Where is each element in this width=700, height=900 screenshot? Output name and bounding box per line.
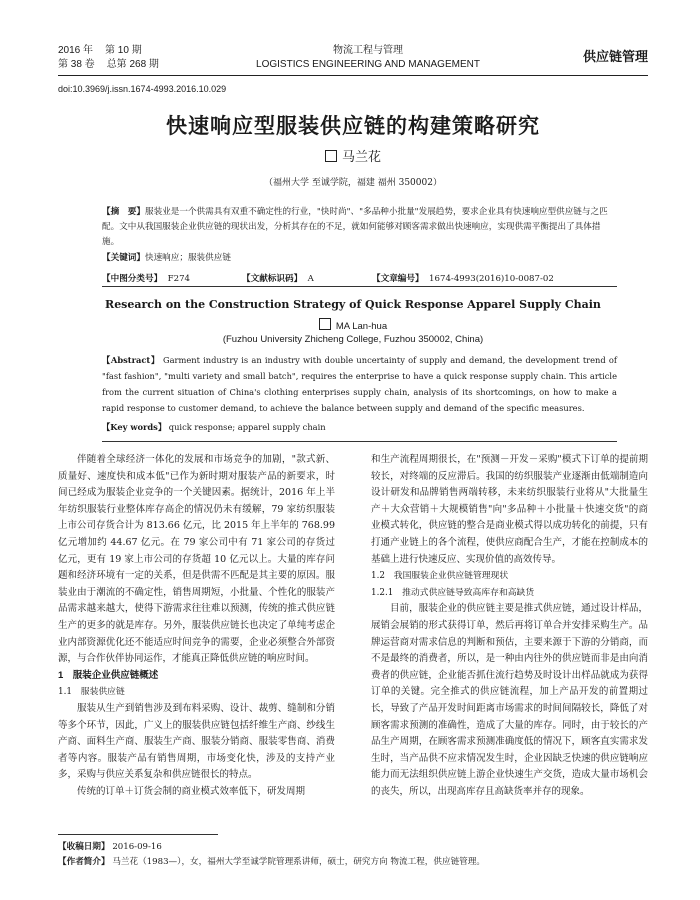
paragraph-traditional-model: 传统的订单＋订货会制的商业模式效率低下，研发周期 — [77, 785, 306, 797]
footnote-rule — [58, 834, 218, 835]
author-name: 马兰花 — [341, 150, 381, 165]
clc-label: 【中图分类号】 — [102, 274, 163, 284]
section-name: 供应链管理 — [582, 49, 648, 64]
section-heading-1: 1 服装企业供应链概述 — [58, 669, 159, 681]
author-bio-label: 【作者简介】 — [58, 857, 110, 867]
keywords-cn-label: 【关键词】 — [102, 253, 145, 263]
abstract-cn-label: 【摘 要】 — [102, 207, 145, 217]
header-rule — [58, 75, 648, 76]
doc-code-value: A — [307, 274, 314, 284]
received-date — [58, 840, 658, 852]
keywords-cn-text: 快速响应；服装供应链 — [144, 253, 231, 263]
subsection-heading-1-2: 1.2 我国服装企业供应链管理现状 — [371, 571, 509, 582]
affiliation: （福州大学 至诚学院，福建 福州 350002） — [264, 178, 442, 188]
intro-paragraph: 伴随着全球经济一体化的发展和市场竞争的加剧，"款式新、质量好、速度快和成本低"已作为新时期对服装产品的新要求，时间已经成为服装企业竞争的一个关键因素。据统计，2016 年上半年纺织服装行业整体库存高企的情况仍未有缓解，79 家纺织服装上市公司存货合计为 813.66 亿元，比 2015 年上半年的 768.99 亿元增加约 44.67 亿元。在 79 家公司中有 71 家公司的存货过亿元，更有 19 家上市公司的存货超 10 亿元以上。大量的库存问题和经济环境有一定的关系，但是供需不匹配是其主要的原因。服装业由于潮流的不确定性，销售周期短，小批量、个性化的服装产品需求越来越大，使得下游需求往往难以预测，传统的推式供应链生产的更多的就是库存。另外，服装供应链长也决定了单纯考虑企业内部资源优化还不能适应时间竞争的需要，企业必须整合外部资源，与合作伙伴协同运作，才能真正降低供应链的响应时间。 — [58, 454, 335, 665]
paragraph-supply-chain: 服装从生产到销售涉及到布料采购、设计、裁剪、缝制和分销等多个环节，因此，广义上的服装供应链包括纤维生产商、纱线生产商、面料生产商、服装生产商、服装分销商、服装零售商、消费者等内容。服装产品有销售周期，市场变化快，涉及的支持产业多，采购与供应关系复杂和供应链很长的特点。 — [58, 702, 335, 781]
abstract-rule — [102, 441, 617, 442]
subsection-heading-1-2-1: 1.2.1 推动式供应链导致高库存和高缺货 — [371, 587, 535, 598]
issue: 第 10 期 — [105, 45, 142, 56]
received-value: 2016-09-16 — [112, 842, 162, 852]
clc-value: F274 — [167, 274, 191, 284]
volume: 第 38 卷 — [58, 59, 95, 70]
abstract-en-text: Garment industry is an industry with double uncertainty of supply and demand, the development trend of "fast fashion", "multi variety and small batch", requires the enterprise to have a quick response supply chain. This article from the current situation of China's clothing enterprises supply chain, analysis of its shortcomings, on how to make a rapid response to customer demand, to achieve the balance between supply and demand of the specific measures. — [102, 355, 617, 413]
running-header — [58, 40, 648, 74]
keywords-en-text: quick response; apparel supply chain — [168, 422, 326, 432]
author-line — [58, 146, 648, 165]
keywords-cn — [102, 251, 617, 266]
doc-code — [242, 272, 314, 284]
abstract-en-label: 【Abstract】 — [102, 355, 160, 365]
journal-name-en: LOGISTICS ENGINEERING AND MANAGEMENT — [256, 59, 480, 70]
subsection-heading-1-1: 1.1 服装供应链 — [58, 687, 125, 698]
total-issue: 总第 268 期 — [106, 59, 159, 70]
paragraph-continued: 和生产流程周期很长，在"预测－开发－采购"模式下订单的提前期较长，对终端的反应滞后。我国的纺织服装产业逐渐由低端制造向设计研发和品牌销售两端转移，未来纺织服装行业将从"大批量生产＋大众营销＋大规模销售"向"多品种＋小批量＋快速交货"的商业模式转化，供应链的整合是商业模式得以成功转化的前提，只有打通产业链上的各个流程，使供应商配合生产，才能在控制成本的基础上进行快速反应、实现价值的高效传导。 — [371, 454, 648, 565]
issue-info — [58, 44, 171, 72]
clc — [102, 272, 190, 284]
abstract-cn-text: 服装业是一个供需具有双重不确定性的行业，"快时尚"、"多品种小批量"发展趋势，要求企业具有快速响应型供应链与之匹配。文中从我国服装企业供应链的现状出发，分析其存在的不足，就如何能够对顾客需求做出快速响应，实现供需平衡提出了具体措施。 — [102, 207, 608, 247]
received-label: 【收稿日期】 — [58, 842, 110, 852]
article-number — [372, 272, 554, 284]
keywords-en-label: 【Key words】 — [102, 422, 167, 432]
author-bio-text: 马兰花（1983—），女，福州大学至诚学院管理系讲师，硕士，研究方向 物流工程，供应链管理。 — [112, 857, 485, 867]
english-author-box-icon — [319, 318, 331, 330]
journal-name — [253, 44, 483, 72]
english-author: MA Lan-hua — [335, 321, 388, 332]
article-number-value: 1674-4993(2016)10-0087-02 — [429, 274, 554, 284]
abstract-en — [102, 352, 617, 416]
body-column-left — [58, 452, 335, 800]
article-number-label: 【文章编号】 — [372, 274, 424, 284]
doi: doi:10.3969/j.issn.1674-4993.2016.10.029 — [58, 84, 227, 94]
english-author-line — [58, 318, 648, 332]
doc-code-label: 【文献标识码】 — [242, 274, 303, 284]
body-column-right — [371, 452, 648, 800]
english-title: Research on the Construction Strategy of Quick Response Apparel Supply Chain — [105, 298, 601, 311]
author-bio — [58, 855, 658, 867]
journal-name-cn: 物流工程与管理 — [333, 45, 403, 56]
abstract-cn — [102, 205, 617, 250]
year: 2016 年 — [58, 45, 94, 56]
english-affiliation: (Fuzhou University Zhicheng College, Fuzhou 350002, China) — [222, 334, 484, 345]
author-box-icon — [325, 150, 337, 162]
keywords-en — [102, 420, 617, 435]
paper-title: 快速响应型服装供应链的构建策略研究 — [166, 115, 540, 138]
paragraph-push-chain: 目前，服装企业的供应链主要是推式供应链，通过设计样品，展销会展销的形式获得订单，然后再将订单合并安排采购生产。品牌运营商对需求信息的判断和预估，主要来源于下游的分销商，而不是最终的消费者，所以，是一种由内往外的供应链而非是由向消费者的供应链，企业能否抓住流行趋势及时设计出样品就成为获得订单的关键。完全推式的供应链流程，加上产品开发的前置期过长，导致了产品开发时间距离市场需求的时间间隔较长，降低了对顾客需求预测的准确性，造成了大量的库存。同时，由于较长的产品生产周期，在顾客需求预测准确度低的情况下，顾客直实需求发生时，当产品供不应求情况发生时，企业因缺乏快速的供应链响应能力而无法组织供应链上游企业快速生产交货，造成大量市场机会的丧失，所以，出现高库存且高缺货率并存的现象。 — [371, 603, 648, 797]
classification-row — [102, 270, 617, 287]
